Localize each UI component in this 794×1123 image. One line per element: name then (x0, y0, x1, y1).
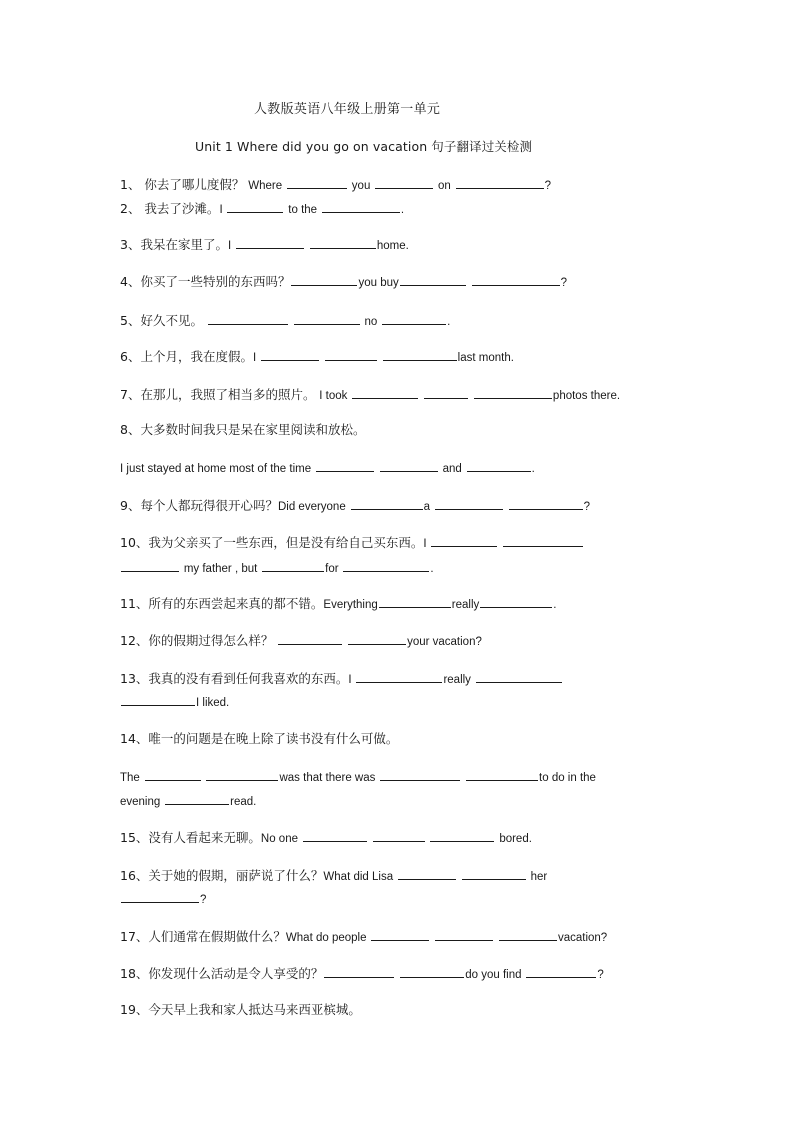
question-1-text-a: Where (248, 180, 283, 192)
question-9-text-a: Did everyone (277, 501, 346, 513)
answer-blank[interactable] (310, 236, 376, 249)
answer-blank[interactable] (509, 497, 583, 510)
answer-blank[interactable] (278, 632, 342, 645)
question-14-text-e: read. (230, 796, 257, 808)
answer-blank[interactable] (348, 632, 406, 645)
answer-blank[interactable] (383, 348, 457, 361)
answer-blank[interactable] (373, 829, 425, 842)
answer-blank[interactable] (435, 497, 503, 510)
question-14-text-c: to do in the (539, 772, 596, 784)
answer-blank[interactable] (236, 236, 304, 249)
question-16 (120, 867, 547, 885)
question-18-chinese: 18、你发现什么活动是令人享受的？ (120, 966, 324, 981)
question-8 (120, 422, 365, 438)
answer-blank[interactable] (430, 829, 494, 842)
question-17 (120, 928, 607, 946)
answer-blank[interactable] (206, 768, 278, 781)
question-19 (120, 1002, 361, 1018)
answer-blank[interactable] (261, 348, 319, 361)
question-6-text-a: I (252, 352, 257, 364)
answer-blank[interactable] (291, 273, 357, 286)
question-3-text-b: home. (376, 240, 409, 252)
question-15-text-b: bored. (499, 833, 532, 845)
answer-blank[interactable] (526, 965, 596, 978)
question-1-chinese: 1、 你去了哪儿度假？ (120, 177, 245, 192)
answer-blank[interactable] (356, 670, 442, 683)
answer-blank[interactable] (400, 965, 464, 978)
answer-blank[interactable] (352, 386, 418, 399)
answer-blank[interactable] (474, 386, 552, 399)
question-7 (120, 386, 620, 404)
question-5 (120, 312, 450, 330)
question-10-text-d: . (430, 563, 434, 575)
question-8-text-a: I just stayed at home most of the time (120, 463, 312, 475)
answer-blank[interactable] (435, 928, 493, 941)
question-7-text-b: photos there. (552, 390, 621, 402)
question-2-text-a: I (219, 204, 223, 216)
question-2-text-c: . (400, 204, 405, 216)
question-14-text-d: evening (120, 796, 161, 808)
answer-blank[interactable] (398, 867, 456, 880)
answer-blank[interactable] (467, 459, 531, 472)
answer-blank[interactable] (351, 497, 423, 510)
question-12-text-a: your vacation? (407, 636, 482, 648)
answer-blank[interactable] (380, 459, 438, 472)
answer-blank[interactable] (400, 273, 466, 286)
question-9-text-b: a (423, 501, 430, 513)
answer-blank[interactable] (424, 386, 468, 399)
question-16-answer-line (120, 890, 206, 908)
answer-blank[interactable] (379, 595, 451, 608)
question-3 (120, 236, 409, 254)
question-5-text-b: . (447, 316, 451, 328)
question-4-text-a: you buy (358, 277, 399, 289)
question-6-text-b: last month. (457, 352, 514, 364)
answer-blank[interactable] (480, 595, 552, 608)
question-8-text-c: . (531, 463, 535, 475)
answer-blank[interactable] (322, 200, 400, 213)
question-7-text-a: I took (319, 390, 348, 402)
question-5-text-a: no (364, 316, 378, 328)
answer-blank[interactable] (380, 768, 460, 781)
question-7-chinese: 7、在那儿，我照了相当多的照片。 (120, 387, 316, 402)
question-11-text-c: . (553, 599, 557, 611)
question-13-text-a: I (348, 674, 352, 686)
question-16-text-c: ? (200, 894, 207, 906)
question-10 (120, 534, 584, 552)
answer-blank[interactable] (165, 792, 229, 805)
answer-blank[interactable] (294, 312, 360, 325)
answer-blank[interactable] (121, 890, 199, 903)
question-10-text-b: my father , but (183, 563, 258, 575)
question-1-text-c: on (438, 180, 451, 192)
question-10-text-a: I (423, 538, 427, 550)
question-15-chinese: 15、没有人看起来无聊。 (120, 830, 261, 845)
answer-blank[interactable] (343, 559, 429, 572)
question-10-answer-line (120, 559, 434, 577)
answer-blank[interactable] (145, 768, 201, 781)
answer-blank[interactable] (466, 768, 538, 781)
answer-blank[interactable] (303, 829, 367, 842)
answer-blank[interactable] (324, 965, 394, 978)
worksheet-title: 人教版英语八年级上册第一单元 (254, 102, 441, 117)
question-8-answer-line (120, 459, 535, 477)
question-16-text-a: What did Lisa (323, 871, 394, 883)
answer-blank[interactable] (287, 176, 347, 189)
worksheet-subtitle: Unit 1 Where did you go on vacation 句子翻译过关检测 (195, 139, 533, 154)
answer-blank[interactable] (472, 273, 560, 286)
answer-blank[interactable] (371, 928, 429, 941)
question-14 (120, 731, 398, 747)
question-10-text-c: for (325, 563, 339, 575)
answer-blank[interactable] (262, 559, 324, 572)
question-4-chinese: 4、你买了一些特别的东西吗？ (120, 274, 291, 289)
question-14-text-b: was that there was (279, 772, 376, 784)
question-6 (120, 348, 514, 366)
question-9 (120, 497, 590, 515)
question-3-text-a: I (227, 240, 232, 252)
question-19-chinese: 19、今天早上我和家人抵达马来西亚槟城。 (120, 1002, 361, 1017)
question-17-chinese: 17、人们通常在假期做什么？ (120, 929, 286, 944)
question-14-answer-line-2 (120, 792, 256, 810)
answer-blank[interactable] (476, 670, 562, 683)
question-18 (120, 965, 604, 983)
question-2-chinese: 2、 我去了沙滩。 (120, 201, 220, 216)
answer-blank[interactable] (121, 693, 195, 706)
question-15-text-a: No one (260, 833, 298, 845)
question-9-text-c: ? (583, 501, 591, 513)
question-11-chinese: 11、所有的东西尝起来真的都不错。 (120, 596, 324, 611)
question-13 (120, 670, 563, 688)
question-1 (120, 176, 551, 194)
question-8-text-b: and (442, 463, 462, 475)
question-13-answer-line (120, 693, 229, 711)
answer-blank[interactable] (227, 200, 283, 213)
question-1-text-d: ? (544, 180, 552, 192)
question-6-chinese: 6、上个月，我在度假。 (120, 349, 253, 364)
answer-blank[interactable] (462, 867, 526, 880)
question-14-chinese: 14、唯一的问题是在晚上除了读书没有什么可做。 (120, 731, 399, 746)
question-15 (120, 829, 532, 847)
answer-blank[interactable] (121, 559, 179, 572)
answer-blank[interactable] (375, 176, 433, 189)
question-8-chinese: 8、大多数时间我只是呆在家里阅读和放松。 (120, 422, 366, 437)
question-12 (120, 632, 482, 650)
question-11-text-a: Everything (323, 599, 378, 611)
question-18-text-a: do you find (465, 969, 522, 981)
question-14-text-a: The (120, 772, 140, 784)
question-9-chinese: 9、每个人都玩得很开心吗？ (120, 498, 278, 513)
answer-blank[interactable] (499, 928, 557, 941)
question-13-text-c: I liked. (196, 697, 230, 709)
question-13-text-b: really (443, 674, 471, 686)
question-4 (120, 273, 567, 291)
answer-blank[interactable] (325, 348, 377, 361)
question-14-answer-line-1 (120, 768, 596, 786)
question-1-text-b: you (351, 180, 371, 192)
question-10-chinese: 10、我为父亲买了一些东西，但是没有给自己买东西。 (120, 535, 424, 550)
answer-blank[interactable] (456, 176, 544, 189)
answer-blank[interactable] (431, 534, 497, 547)
answer-blank[interactable] (503, 534, 583, 547)
question-11-text-b: really (451, 599, 480, 611)
answer-blank[interactable] (208, 312, 288, 325)
question-4-text-b: ? (560, 277, 567, 289)
question-16-text-b: her (530, 871, 548, 883)
question-17-text-b: vacation? (557, 932, 608, 944)
question-2 (120, 200, 404, 218)
question-2-text-b: to the (288, 204, 318, 216)
answer-blank[interactable] (316, 459, 374, 472)
question-17-text-a: What do people (285, 932, 367, 944)
question-18-text-b: ? (597, 969, 604, 981)
answer-blank[interactable] (382, 312, 446, 325)
question-3-chinese: 3、我呆在家里了。 (120, 237, 228, 252)
question-13-chinese: 13、我真的没有看到任何我喜欢的东西。 (120, 671, 349, 686)
question-11 (120, 595, 556, 613)
question-5-chinese: 5、好久不见。 (120, 313, 203, 328)
question-16-chinese: 16、关于她的假期，丽萨说了什么？ (120, 868, 324, 883)
question-12-chinese: 12、你的假期过得怎么样？ (120, 633, 274, 648)
